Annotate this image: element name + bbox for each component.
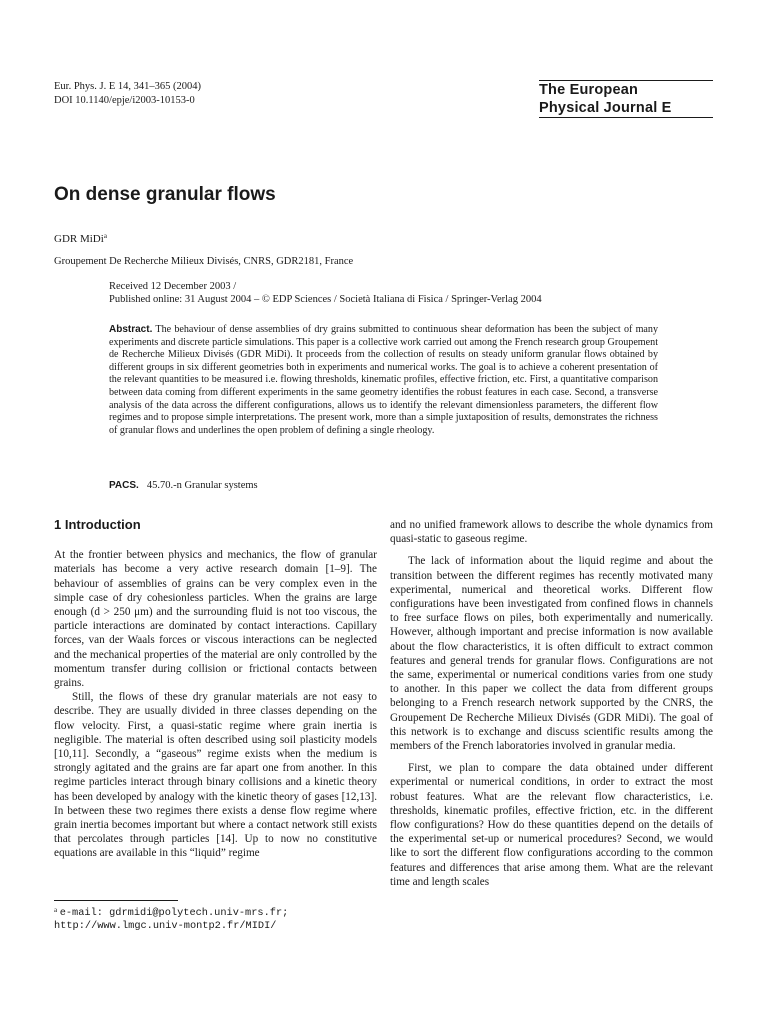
footnote-mark: a: [54, 906, 58, 914]
author-footnote-mark: a: [103, 232, 107, 240]
dates: [109, 280, 542, 306]
received-date: Received 12 December 2003 /: [109, 281, 237, 292]
footnote: [54, 900, 374, 932]
pacs-text: 45.70.-n Granular systems: [146, 480, 258, 491]
journal-reference: [54, 80, 201, 108]
abstract: [109, 324, 658, 437]
journal-title: [539, 80, 713, 118]
right-column: [390, 518, 713, 889]
journal-title-line-1: The European: [539, 82, 639, 98]
abstract-text: The behaviour of dense assemblies of dry grains submitted to continuous shear deformation has been the subject of many experiments and discrete particle simulations. This paper is a collective work carried out among the French research group Groupement de Recherche Milieux Divisés (GDR MiDi). It proceeds from the collection of results on steady uniform granular flows obtained by different groups in six different geometries both in experiments and numerical works. The goal is to achieve a coherent presentation of the relevant quantities to be measured i.e. flowing thresholds, kinematic profiles, effective friction, etc. First, a quantitative comparison between data coming from different experiments in the same geometry identifies the robust features in each case. Second, a transverse analysis of the data across the different configurations, allows us to identify the relevant dimensionless parameters, the different flow regimes and to propose simple interpretations. The present work, more than a simple juxtaposition of results, demonstrates the richness of granular flows and underlines the open problem of defining a single rheology.: [109, 324, 658, 436]
journal-title-line-2: Physical Journal E: [539, 100, 672, 116]
footnote-email: e-mail: gdrmidi@polytech.univ-mrs.fr;: [59, 907, 289, 919]
published-date: Published online: 31 August 2004 – © EDP Sciences / Società Italiana di Fisica / Springer-Verlag 2004: [109, 294, 542, 305]
abstract-label: Abstract.: [109, 324, 153, 335]
journal-title-rule-bottom: [539, 117, 713, 118]
paragraph: The lack of information about the liquid regime and about the transition between the different regimes has recently motivated many experimental, numerical and theoretical works. Different flow configurations have been investigated from confined flows in channels to free surface flows on piles, both experimentally and numerically. However, although important and precise information is now available about the flow characteristics, it is often difficult to extract common features and general trends for granular flows. Configurations are not the same, experimental or numerical conditions varies from one study to another. In this paper we collect the data from different groups belonging to a French research network supported by the CNRS, the Groupement De Recherche Milieux Divisés (GDR MiDi). The goal of this network is to exchange and discuss scientific results among the members of the French laboratories involved in granular media.: [390, 555, 713, 753]
paper-title: On dense granular flows: [54, 184, 276, 205]
footnote-rule: [54, 900, 178, 901]
paragraph: and no unified framework allows to describe the whole dynamics from quasi-static to gaseous regime.: [390, 519, 713, 546]
journal-citation: Eur. Phys. J. E 14, 341–365 (2004): [54, 81, 201, 92]
section-heading: 1 Introduction: [54, 517, 141, 532]
author: [54, 232, 107, 245]
left-column: [54, 518, 377, 861]
affiliation: Groupement De Recherche Milieux Divisés, CNRS, GDR2181, France: [54, 256, 354, 267]
pacs-label: PACS.: [109, 480, 139, 491]
doi: DOI 10.1140/epje/i2003-10153-0: [54, 95, 195, 106]
author-name: GDR MiDi: [54, 233, 104, 245]
paragraph: First, we plan to compare the data obtained under different experimental or numerical conditions, in order to extract the most robust features. What are the relevant flow characteristics, i.e. thresholds, kinematic profiles, effective friction, etc. in the different flow configurations? How do these quantities depend on the details of the experimental set-up or numerical procedures? Second, we would like to sort the different flow configurations according to the common features and differences that arise among them. What are the relevant time and length scales: [390, 762, 713, 888]
paragraph: At the frontier between physics and mechanics, the flow of granular materials has become a very active research domain [1–9]. The behaviour of assemblies of grains can be very complex even in the simple case of dry cohesionless particles. When the grains are large enough (d > 250 μm) and the surrounding fluid is not too viscous, the particle interactions are dominated by contact interactions. Capillary forces, van der Waals forces or viscous interactions can be neglected and the mechanical properties of the material are only controlled by the momentum transfer during collision or frictional contacts between grains.: [54, 549, 377, 690]
pacs: [109, 480, 258, 491]
paragraph: Still, the flows of these dry granular materials are not easy to describe. They are usually divided in three classes depending on the flow velocity. First, a quasi-static regime where grain inertia is negligible. The material is often described using soil plasticity models [10,11]. Secondly, a “gaseous” regime exists when the medium is strongly agitated and the grains are far apart one from another. In this regime particles interact through binary collisions and a kinetic theory has been developed by analogy with the kinetic theory of gases [12,13]. In between these two regimes there exists a dense flow regime where grain inertia becomes important but where a contact network still exists that percolates through particles [14]. Up to now no constitutive equations are available in this “liquid” regime: [54, 691, 377, 860]
footnote-url: http://www.lmgc.univ-montp2.fr/MIDI/: [54, 919, 277, 932]
